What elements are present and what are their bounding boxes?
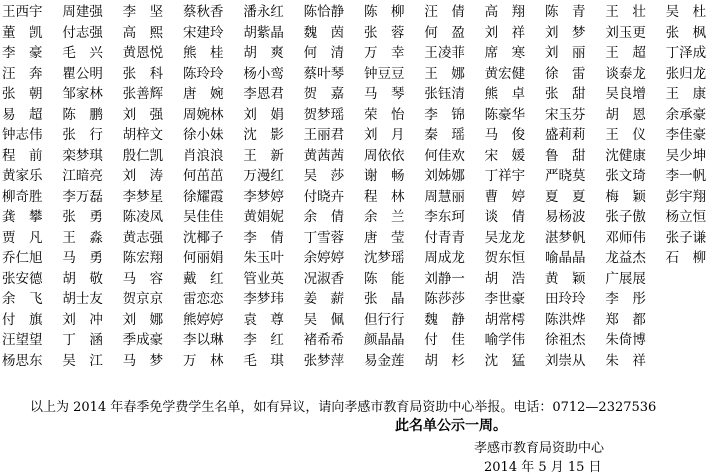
student-name: 马 俊	[484, 127, 526, 144]
student-name: 秦 瑶	[424, 127, 465, 144]
student-name: 万 林	[182, 352, 224, 369]
student-name: 刘静一	[424, 270, 465, 287]
student-name: 李东珂	[424, 209, 465, 226]
student-name: 吴 莎	[303, 168, 345, 185]
name-row	[2, 166, 726, 187]
student-name: 李万磊	[62, 188, 103, 205]
name-row	[2, 228, 726, 249]
student-name: 贺东恒	[484, 250, 526, 267]
notice-date: 2014 年 5 月 15 日	[484, 460, 602, 475]
student-name: 丁雪蓉	[303, 229, 345, 246]
student-name: 袁 尊	[243, 311, 284, 328]
name-row	[2, 84, 726, 105]
name-row	[2, 105, 726, 126]
student-name-list	[2, 2, 726, 371]
student-name: 吴佳佳	[182, 209, 224, 226]
student-name: 丁祥宇	[484, 168, 526, 185]
student-name: 宋玉芬	[544, 106, 586, 123]
student-name: 喻晶晶	[544, 250, 586, 267]
student-name: 宋建玲	[182, 24, 224, 41]
student-name: 陈玲玲	[182, 65, 224, 82]
student-name: 马 梦	[122, 352, 164, 369]
student-name: 周依依	[363, 147, 405, 164]
student-name: 周建强	[62, 4, 103, 21]
student-name: 刘 冲	[62, 311, 103, 328]
student-name: 张归龙	[665, 65, 707, 82]
student-name: 张钰清	[424, 86, 465, 103]
student-name: 广展展	[605, 270, 646, 287]
student-name: 余承豪	[665, 106, 707, 123]
student-name: 雷恋恋	[182, 291, 224, 308]
student-name: 万 幸	[363, 45, 405, 62]
student-name: 王凌菲	[424, 45, 465, 62]
student-name: 张 蓉	[363, 24, 405, 41]
student-name: 刘 祥	[484, 24, 526, 41]
student-name: 沈 猛	[484, 352, 526, 369]
student-name: 张 晶	[363, 291, 405, 308]
student-name: 颜晶晶	[363, 332, 405, 349]
student-name: 贺 嘉	[303, 86, 345, 103]
student-name: 魏 静	[424, 311, 465, 328]
student-name: 丁 涵	[62, 332, 103, 349]
student-name: 刘 涛	[122, 168, 164, 185]
student-name: 吴 江	[62, 352, 103, 369]
student-name: 况淑香	[303, 270, 345, 287]
name-row	[2, 248, 726, 269]
student-name: 余 倩	[303, 209, 345, 226]
student-name: 柳奇胜	[2, 188, 43, 205]
student-name: 胡士友	[62, 291, 103, 308]
student-name: 郑 都	[605, 311, 646, 328]
student-name: 沈椰子	[182, 229, 224, 246]
student-name: 李 豪	[2, 45, 43, 62]
student-name: 湛梦帆	[544, 229, 586, 246]
student-name: 钟豆豆	[363, 65, 405, 82]
student-name: 胡 恩	[605, 106, 646, 123]
student-name: 张 行	[62, 127, 103, 144]
student-name: 胡 爽	[243, 45, 284, 62]
student-name: 李 倩	[243, 229, 284, 246]
student-name: 王 淼	[62, 229, 103, 246]
student-name: 徐小妹	[182, 127, 224, 144]
student-name: 管业英	[243, 270, 284, 287]
student-name: 徐祖杰	[544, 332, 586, 349]
name-row	[2, 351, 726, 372]
student-name: 张子傲	[605, 209, 646, 226]
student-name: 吴龙龙	[484, 229, 526, 246]
student-name: 周成龙	[424, 250, 465, 267]
student-name: 蔡叶琴	[303, 65, 345, 82]
student-name: 李 锦	[424, 106, 465, 123]
student-name: 朱倚博	[605, 332, 646, 349]
name-row	[2, 289, 726, 310]
student-name: 陈 青	[544, 4, 586, 21]
student-name: 李梦婷	[243, 188, 284, 205]
student-name: 石 柳	[665, 250, 707, 267]
student-name: 汪 奔	[2, 65, 43, 82]
student-name: 胡紫晶	[243, 24, 284, 41]
student-name: 褚希希	[303, 332, 345, 349]
student-name: 张文琦	[605, 168, 646, 185]
student-name: 沈梦瑶	[363, 250, 405, 267]
organization-name: 孝感市教育局资助中心	[474, 441, 605, 456]
student-name: 何 清	[303, 45, 345, 62]
student-name: 杨立恒	[665, 209, 707, 226]
student-name: 汪望望	[2, 332, 43, 349]
student-name: 胡 敬	[62, 270, 103, 287]
student-name: 马 琴	[363, 86, 405, 103]
student-name: 邓师伟	[605, 229, 646, 246]
student-name: 胡梓文	[122, 127, 164, 144]
student-name: 殷仁凯	[122, 147, 164, 164]
student-name: 陈豪华	[484, 106, 526, 123]
student-name: 吴良增	[605, 86, 646, 103]
student-name: 周婉林	[182, 106, 224, 123]
student-name: 邹家林	[62, 86, 103, 103]
student-name: 余 飞	[2, 291, 43, 308]
student-name: 梅 颖	[605, 188, 646, 205]
student-name: 何茁茁	[182, 168, 224, 185]
student-name: 但行行	[363, 311, 405, 328]
student-name: 谈泰龙	[605, 65, 646, 82]
student-name: 季成豪	[122, 332, 164, 349]
student-name: 戴 红	[182, 270, 224, 287]
student-name: 张子谦	[665, 229, 707, 246]
name-row	[2, 2, 726, 23]
student-name: 唐 莹	[363, 229, 405, 246]
student-name: 蔡秋香	[182, 4, 224, 21]
student-name: 万漫红	[243, 168, 284, 185]
student-name: 彭宇翔	[665, 188, 707, 205]
student-name: 张 勇	[62, 209, 103, 226]
student-name: 张 甜	[544, 86, 586, 103]
student-name: 何 盈	[424, 24, 465, 41]
student-name: 付志强	[62, 24, 103, 41]
student-name: 龙益杰	[605, 250, 646, 267]
student-name: 刘姊娜	[424, 168, 465, 185]
student-name: 周慧丽	[424, 188, 465, 205]
name-row	[2, 269, 726, 290]
name-row	[2, 187, 726, 208]
student-name: 刘 娜	[122, 311, 164, 328]
student-name: 付 旗	[2, 311, 43, 328]
student-name: 陈莎莎	[424, 291, 465, 308]
name-row	[2, 207, 726, 228]
student-name: 张 朝	[2, 86, 43, 103]
name-row	[2, 64, 726, 85]
student-name: 徐 雷	[544, 65, 586, 82]
student-name: 黄娟妮	[243, 209, 284, 226]
student-name: 鲁 甜	[544, 147, 586, 164]
student-name: 何丽娟	[182, 250, 224, 267]
student-name: 高 翔	[484, 4, 526, 21]
student-name: 王 壮	[605, 4, 646, 21]
student-name: 易金莲	[363, 352, 405, 369]
student-name: 吴 杜	[665, 4, 707, 21]
student-name: 黄宏健	[484, 65, 526, 82]
student-name: 谢 畅	[363, 168, 405, 185]
student-name: 程 林	[363, 188, 405, 205]
student-name: 张 科	[122, 65, 164, 82]
student-name: 钟志伟	[2, 127, 43, 144]
student-name: 马 勇	[62, 250, 103, 267]
student-name: 黄志强	[122, 229, 164, 246]
student-name: 易杨波	[544, 209, 586, 226]
student-name: 李恩君	[243, 86, 284, 103]
student-name: 朱 祥	[605, 352, 646, 369]
student-name: 黄茜茜	[303, 147, 345, 164]
student-name: 王 康	[665, 86, 707, 103]
student-name: 余 兰	[363, 209, 405, 226]
student-name: 余婷婷	[303, 250, 345, 267]
student-name: 李以琳	[182, 332, 224, 349]
student-name: 付 佳	[424, 332, 465, 349]
student-name: 王 娜	[424, 65, 465, 82]
student-name: 贺京京	[122, 291, 164, 308]
student-name: 荣 怡	[363, 106, 405, 123]
student-name: 栾梦琪	[62, 147, 103, 164]
student-name: 刘 梦	[544, 24, 586, 41]
student-name: 熊 桂	[182, 45, 224, 62]
student-name: 陈 能	[363, 270, 405, 287]
student-name: 喻学伟	[484, 332, 526, 349]
student-name: 何佳欢	[424, 147, 465, 164]
student-name: 江暗亮	[62, 168, 103, 185]
student-name: 付青青	[424, 229, 465, 246]
student-name: 刘崇从	[544, 352, 586, 369]
student-name: 熊婷婷	[182, 311, 224, 328]
student-name: 魏 茵	[303, 24, 345, 41]
name-row	[2, 125, 726, 146]
student-name: 刘 月	[363, 127, 405, 144]
name-row	[2, 146, 726, 167]
student-name: 陈 柳	[363, 4, 405, 21]
student-name: 陈恰静	[303, 4, 345, 21]
student-name: 付晓卉	[303, 188, 345, 205]
student-name: 吴少坤	[665, 147, 707, 164]
student-name: 陈宏翔	[122, 250, 164, 267]
student-name: 刘 丽	[544, 45, 586, 62]
student-name: 贾 凡	[2, 229, 43, 246]
student-name: 潘永红	[243, 4, 284, 21]
student-name: 唐 婉	[182, 86, 224, 103]
student-name: 沈 影	[243, 127, 284, 144]
student-name: 盛莉莉	[544, 127, 586, 144]
student-name: 李 彤	[605, 291, 646, 308]
student-name: 乔仁旭	[2, 250, 43, 267]
student-name: 贺梦瑶	[303, 106, 345, 123]
student-name: 程 前	[2, 147, 43, 164]
student-name: 王 超	[605, 45, 646, 62]
name-row	[2, 23, 726, 44]
student-name: 杨思东	[2, 352, 43, 369]
student-name: 李梦玮	[243, 291, 284, 308]
student-name: 董 凯	[2, 24, 43, 41]
student-name: 张梦萍	[303, 352, 345, 369]
student-name: 沈健康	[605, 147, 646, 164]
student-name: 马 容	[122, 270, 164, 287]
student-name: 黄家乐	[2, 168, 43, 185]
student-name: 王丽君	[303, 127, 345, 144]
student-name: 李梦星	[122, 188, 164, 205]
student-name: 陈 鹏	[62, 106, 103, 123]
student-name: 张善辉	[122, 86, 164, 103]
student-name: 陈洪烨	[544, 311, 586, 328]
student-name: 胡 杉	[424, 352, 465, 369]
student-name: 谈 倩	[484, 209, 526, 226]
student-name: 高 熙	[122, 24, 164, 41]
student-name: 易 超	[2, 106, 43, 123]
student-name: 刘玉更	[605, 24, 646, 41]
student-name: 毛 兴	[62, 45, 103, 62]
student-name: 肖浪浪	[182, 147, 224, 164]
student-name: 胡常樗	[484, 311, 526, 328]
student-name: 李 红	[243, 332, 284, 349]
notice-text: 以上为 2014 年春季免学费学生名单，如有异议，请向孝感市教育局资助中心举报。电话：0712—2327536	[30, 400, 657, 415]
student-name: 龚 攀	[2, 209, 43, 226]
student-name: 陈凌凤	[122, 209, 164, 226]
student-name: 宋 媛	[484, 147, 526, 164]
student-name: 刘 娟	[243, 106, 284, 123]
student-name: 张安德	[2, 270, 43, 287]
name-row	[2, 43, 726, 64]
student-name: 熊 卓	[484, 86, 526, 103]
student-name: 王 仪	[605, 127, 646, 144]
student-name: 毛 琪	[243, 352, 284, 369]
student-name: 丁泽成	[665, 45, 707, 62]
student-name: 杨小鸾	[243, 65, 284, 82]
student-name: 田玲玲	[544, 291, 586, 308]
student-name: 张 枫	[665, 24, 707, 41]
student-name: 严晓莫	[544, 168, 586, 185]
student-name: 吴 佩	[303, 311, 345, 328]
student-name: 曹 婷	[484, 188, 526, 205]
name-row	[2, 330, 726, 351]
student-name: 朱玉叶	[243, 250, 284, 267]
student-name: 姜 薪	[303, 291, 345, 308]
student-name: 胡 浩	[484, 270, 526, 287]
student-name: 王西宇	[2, 4, 43, 21]
publish-duration-text: 此名单公示一周。	[395, 418, 507, 434]
student-name: 夏 夏	[544, 188, 586, 205]
name-row	[2, 310, 726, 331]
student-name: 席 寒	[484, 45, 526, 62]
student-name: 李一帆	[665, 168, 707, 185]
student-name: 汪 倩	[424, 4, 465, 21]
student-name: 李 坚	[122, 4, 164, 21]
student-name: 李佳豪	[665, 127, 707, 144]
student-name: 黄恩悦	[122, 45, 164, 62]
student-name: 王 新	[243, 147, 284, 164]
student-name: 刘 强	[122, 106, 164, 123]
student-name: 瞿公明	[62, 65, 103, 82]
student-name: 李世豪	[484, 291, 526, 308]
student-name: 徐耀霞	[182, 188, 224, 205]
student-name: 黄 颖	[544, 270, 586, 287]
